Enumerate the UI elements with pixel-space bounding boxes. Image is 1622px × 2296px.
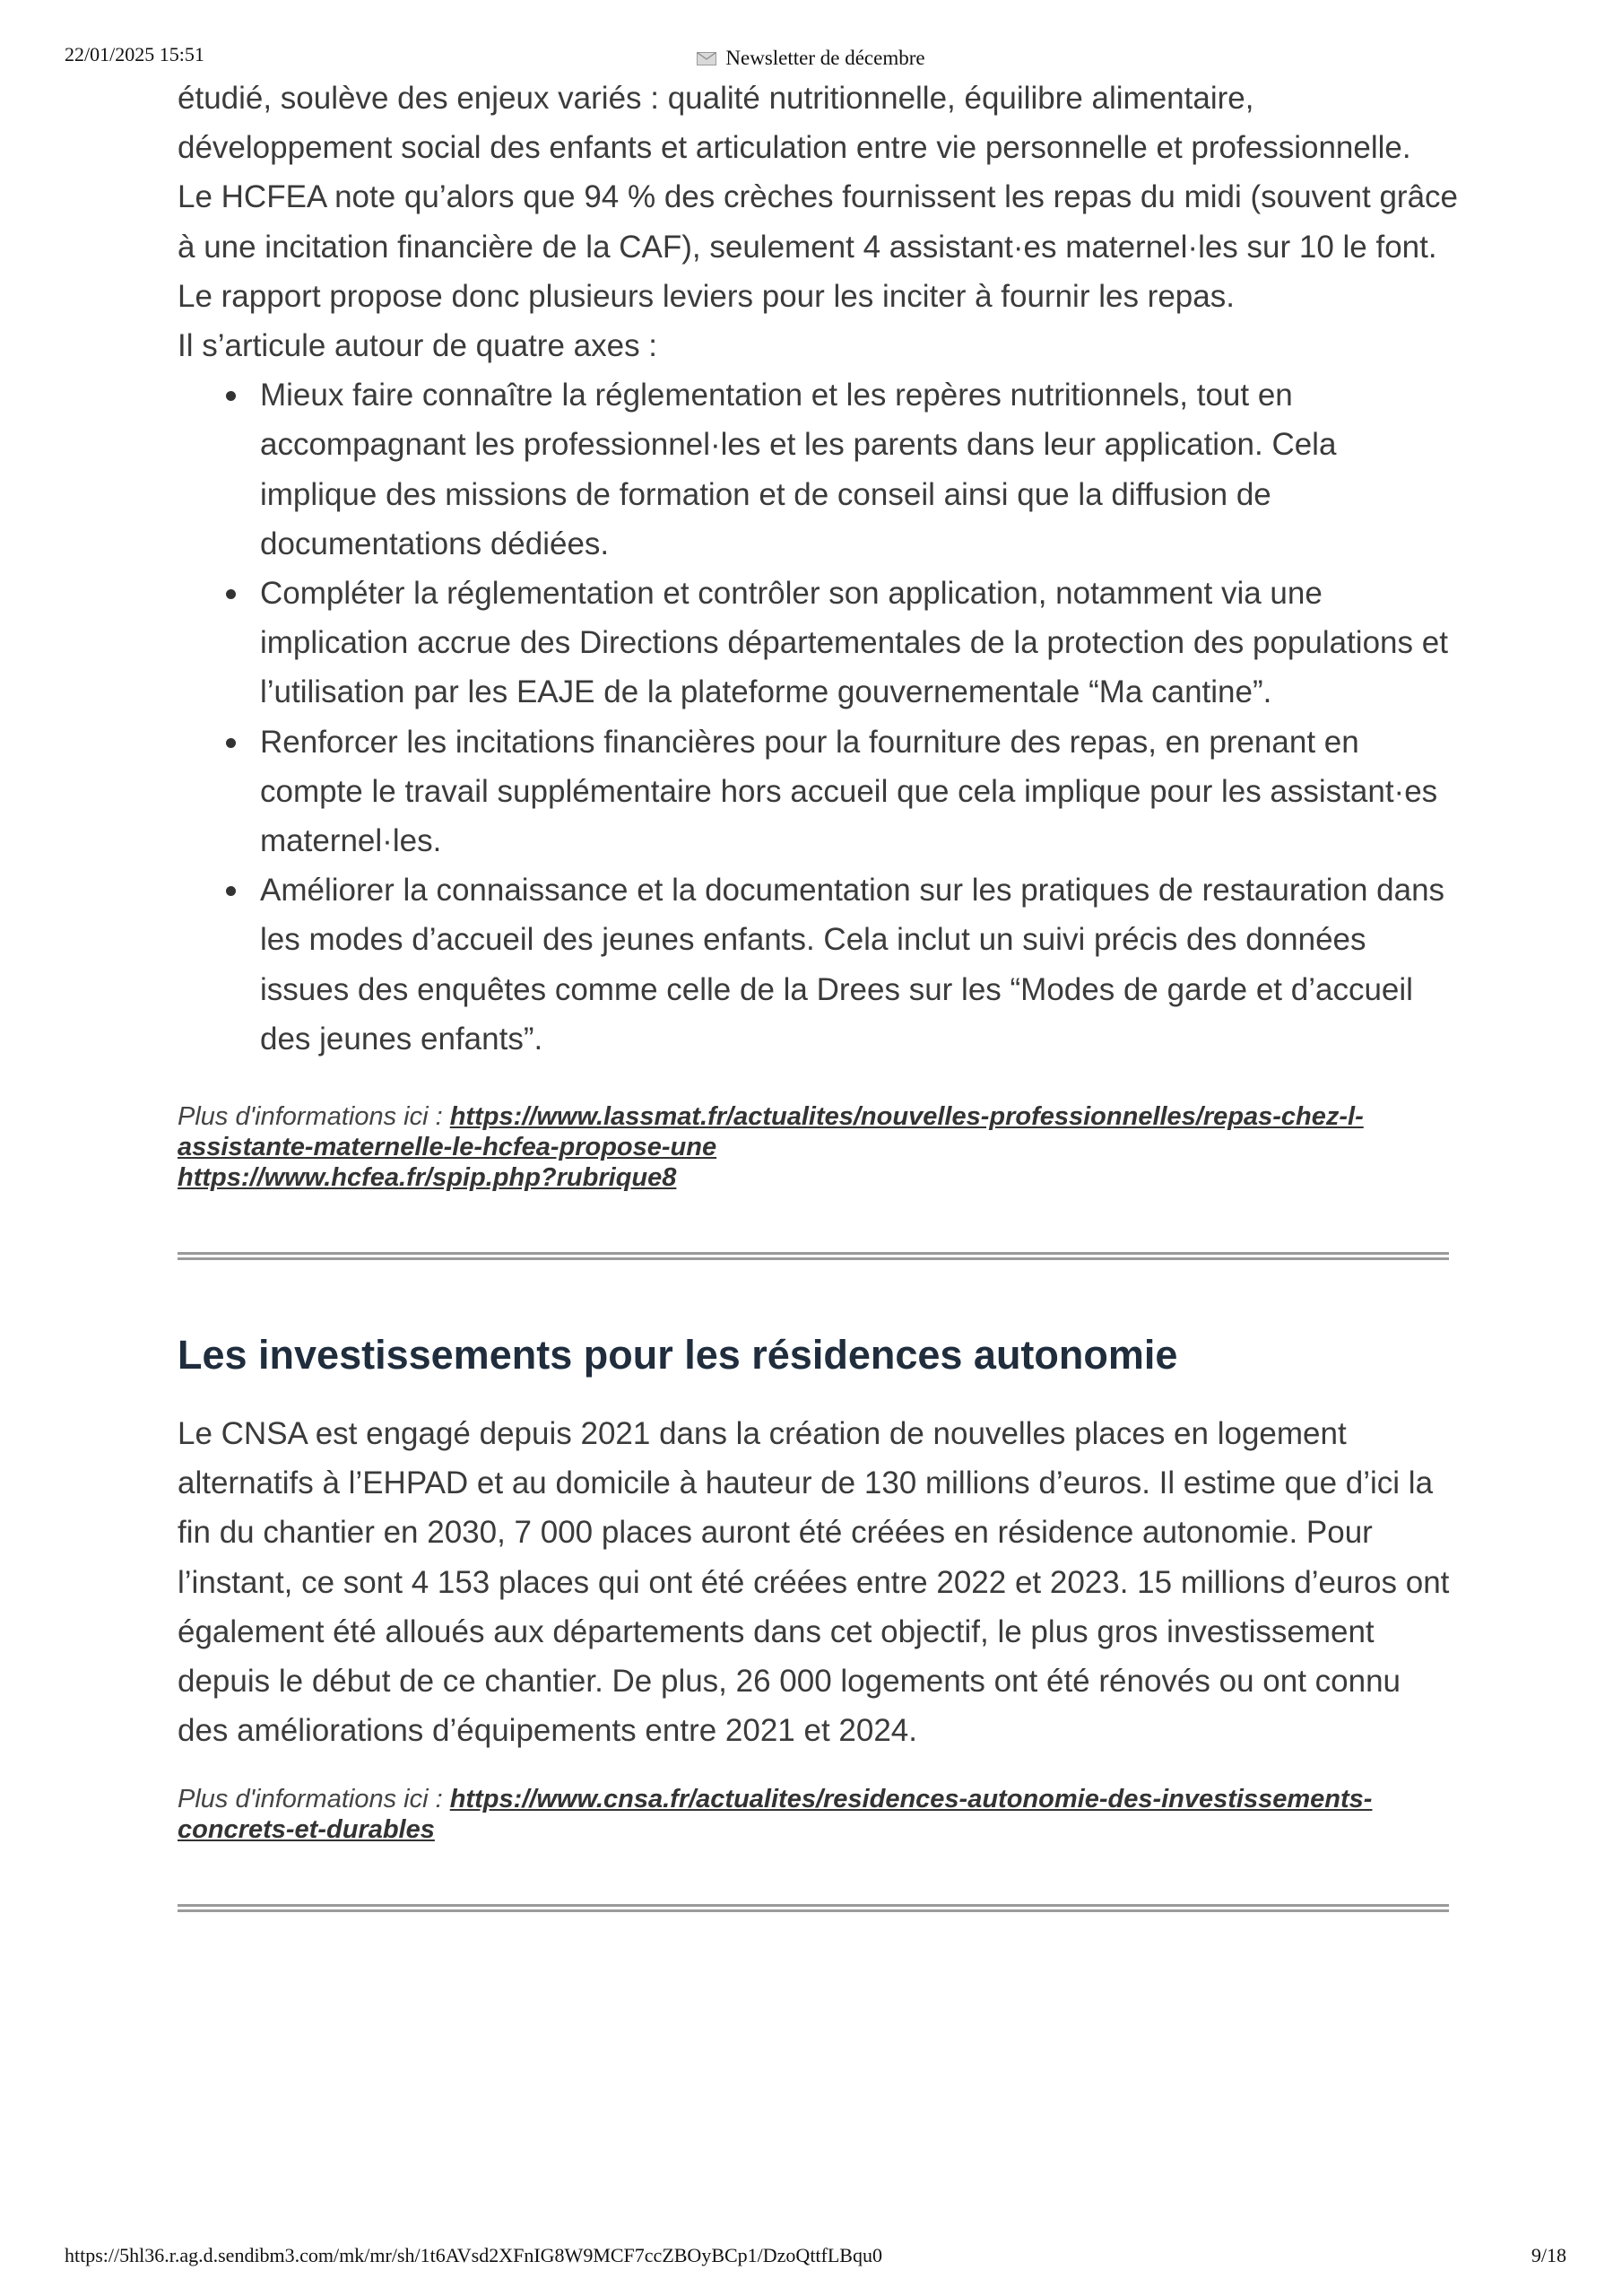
newsletter-content — [178, 74, 1460, 1912]
lassmat-link[interactable]: https://www.lassmat.fr/actualites/nouvelles-professionnelles/repas-chez-l-assistante-maternelle-le-hcfea-propose-une — [178, 1102, 1364, 1162]
print-title — [0, 47, 1622, 70]
section-divider — [178, 1252, 1449, 1260]
envelope-icon — [697, 52, 716, 65]
list-item: Renforcer les incitations financières pour la fourniture des repas, en prenant en compte le travail supplémentaire hors accueil que cela implique pour les assistant·es maternel·les. — [260, 718, 1460, 866]
cnsa-link[interactable]: https://www.cnsa.fr/actualites/residences-autonomie-des-investissements-concrets-et-durables — [178, 1785, 1373, 1845]
more-info — [178, 1784, 1460, 1845]
paragraph: Le CNSA est engagé depuis 2021 dans la création de nouvelles places en logement alternatifs à l’EHPAD et au domicile à hauteur de 130 millions d’euros. Il estime que d’ici la fin du chantier en 2030, 7 000 places auront été créées en résidence autonomie. Pour l’instant, ce sont 4 153 places qui ont été créées entre 2022 et 2023. 15 millions d’euros ont également été alloués aux départements dans cet objectif, le plus gros investissement depuis le début de ce chantier. De plus, 26 000 logements ont été rénovés ou ont connu des améliorations d’équipements entre 2021 et 2024. — [178, 1416, 1450, 1749]
print-url: https://5hl36.r.ag.d.sendibm3.com/mk/mr/sh/1t6AVsd2XFnIG8W9MCF7ccZBOyBCp1/DzoQttfLBqu0 — [65, 2244, 882, 2266]
paragraph: Le HCFEA note qu’alors que 94 % des crèches fournissent les repas du midi (souvent grâce à une incitation financière de la CAF), seulement 4 assistant·es maternel·les sur 10 le font. Le rapport propose donc plusieurs leviers pour les inciter à fournir les repas. — [178, 179, 1458, 314]
page-number: 9/18 — [1531, 2244, 1566, 2266]
axes-list — [178, 370, 1460, 1064]
more-info-label: Plus d'informations ici : — [178, 1102, 450, 1132]
more-info-label: Plus d'informations ici : — [178, 1785, 450, 1814]
list-item: Mieux faire connaître la réglementation et les repères nutritionnels, tout en accompagnant les professionnel·les et les parents dans leur application. Cela implique des missions de formation et de conseil ainsi que la diffusion de documentations dédiées. — [260, 370, 1460, 569]
paragraph: Il s’articule autour de quatre axes : — [178, 328, 658, 364]
list-item: Améliorer la connaissance et la documentation sur les pratiques de restauration dans les modes d’accueil des jeunes enfants. Cela inclut un suivi précis des données issues des enquêtes comme celle de la Drees sur les “Modes de garde et d’accueil des jeunes enfants”. — [260, 865, 1460, 1064]
list-item: Compléter la réglementation et contrôler son application, notamment via une implication accrue des Directions départementales de la protection des populations et l’utilisation par les EAJE de la plateforme gouvernementale “Ma cantine”. — [260, 569, 1460, 718]
section-divider — [178, 1904, 1449, 1912]
print-title-text: Newsletter de décembre — [725, 47, 925, 69]
print-date: 22/01/2025 15:51 — [65, 43, 204, 65]
more-info — [178, 1101, 1460, 1193]
hcfea-link[interactable]: https://www.hcfea.fr/spip.php?rubrique8 — [178, 1163, 677, 1193]
paragraph: étudié, soulève des enjeux variés : qualité nutritionnelle, équilibre alimentaire, développement social des enfants et articulation entre vie personnelle et professionnelle. — [178, 81, 1411, 166]
section-title: Les investissements pour les résidences autonomie — [178, 1332, 1178, 1378]
